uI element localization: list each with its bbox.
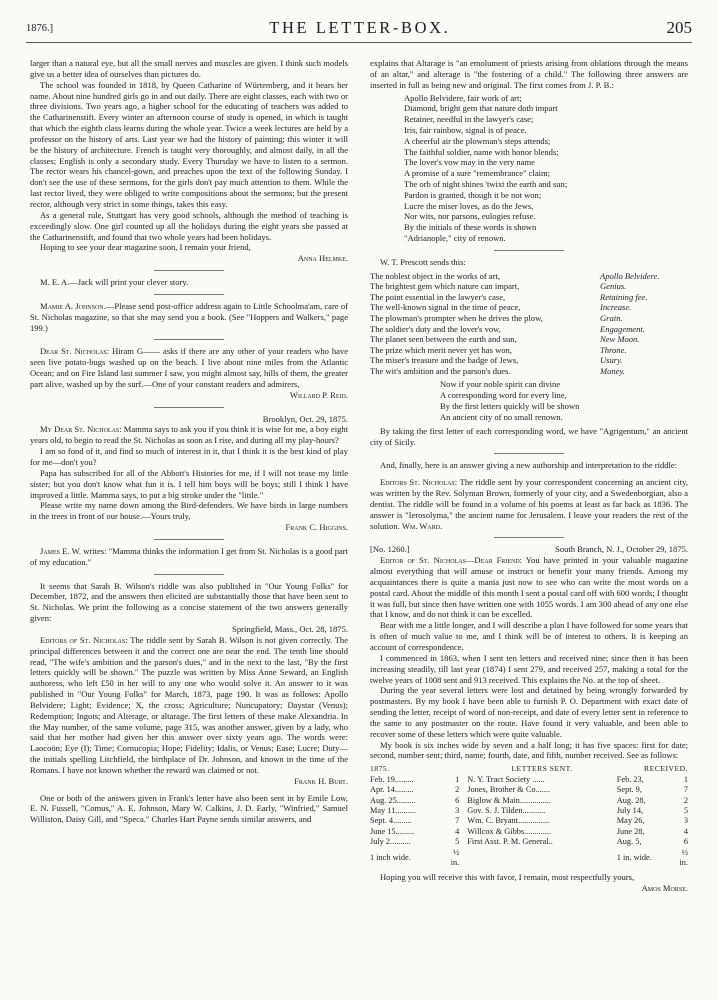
riddle-row (370, 334, 688, 345)
riddle-row (370, 302, 688, 313)
received-header: RECEIVED. (644, 764, 688, 774)
poem-line: "Adrianople," city of renown. (404, 232, 506, 243)
riddle-answer: New Moon. (600, 334, 640, 345)
paragraph: I commenced in 1863, when I sent ten letters and received nine; since then it has been increasing steadily, till last year (1874) I sent 279, and received 257, making a total for the twelve years of 1008 sent and 913 received. This explains the No. at the top of sheet. (370, 652, 688, 685)
dateline: South Branch, N. J., October 29, 1875. (555, 544, 688, 555)
divider (494, 250, 564, 251)
table-row (370, 775, 688, 785)
received-number: 4 (683, 826, 688, 836)
salutation: Editors St. Nicholas: (380, 477, 458, 488)
riddle-answer: Increase. (600, 302, 632, 313)
paragraph: My book is six inches wide by seven and a half long; it has five spaces: first for date; second, number sent; third, name; fourth, date, and fifth, number received. See as follows: (370, 739, 688, 761)
received-date: Aug. 28, (616, 795, 646, 805)
received-number: 3 (683, 816, 688, 826)
paragraph: As a general rule, Stuttgart has very good schools, although the method of teaching is exceedingly slow. One girl counted up all the holidays during the eight years she passed at the Catharinenstift, and found that two whole years had been holidays. (30, 209, 348, 242)
sent-number: 1 (455, 774, 460, 784)
letter-text: You have printed in your valuable magazine almost everything that will amuse or instruct or benefit your many friends. Among my acquaintances there is quite a mania just now to see who can write the most words on a postal card. About the middle of this month I sent a postal card off with 600 words; I thought it was full, but since then have written one with 1055 words. I am 300 ahead of any one else that I know, and do not think it can be excelled. (370, 555, 688, 620)
paragraph: It seems that Sarah B. Wilson's riddle was also published in "Our Young Folks" for December, 1872, and the answers then elicited are substantially those that have been sent to St. Nicholas. We print the following as a concise statement of the two answers generally given: (30, 580, 348, 624)
divider (154, 574, 224, 575)
right-column (370, 58, 688, 894)
sent-number: 3 (455, 805, 460, 815)
riddle-answer: Retaining fee. (600, 291, 648, 302)
received-date: Aug. 5, (616, 837, 642, 847)
received-date: Sept. 9, (616, 785, 642, 795)
paragraph: Hoping to see your dear magazine soon, I remain your friend, (40, 242, 251, 253)
letter-text: —Please send post-office address again to Little Schoolma'am, care of St. Nicholas magazine, so that she may send you a book. (See "Hoppers and Walkers," page 199.) (30, 300, 348, 333)
paragraph: larger than a natural eye, but all the small nerves and muscles are given. I think such models give us a better idea of ourselves than pictures do. (30, 58, 348, 79)
dateline: Brooklyn, Oct. 29, 1875. (262, 413, 348, 424)
letter-text: The riddle sent by your correspondent concerning an ancient city, was written by the Rev. Solyman Brown, formerly of your city, and a Swedenborgian, also a dentist. The riddle will be found in a volume of his poems at least as far back as 1836. The answer is "Ierosolyma," the ancient name for Jerusalem. I leave your readers the rest of the solution. (370, 477, 688, 531)
letter-text: The riddle sent by Sarah B. Wilson is not given correctly. The principal differences between it and the correct one are near the end. The tenth line should read, "The wife's ambition and the parson's dues," and in the next to the last, "By the first letters quickly will be shown." The puzzle was written by Miss Anne Seward, an English authoress, who left £50 in her will to any one who would solve it. An answer to it was published in "Our Young Folks" for March, 1873, page 190. It was as follows: Apollo Belvidere; Light; Evidence; X, the cross; Agriculture; Nuncupatory; Daystar (Venus); Redemption; Ingots; and Alterage, or altarage. The first letters of these make Alexandria. In the May number, of the same volume, page 315, was another answer, given by a lady, who said that her mother had given her this answer over sixty years ago. The words were: Laocoön; Eye (I); Time; Cornucopia; Hope; Fidelity; Idalis, or Venus; Ease; Lucre; Duty—the initials spelling Litchfield, the birthplace of Dr. Johnson, and known in the time of the Romans. I have not known whether the reward was claimed or not. (30, 634, 348, 775)
correspondent: Biglow & Main............... (467, 795, 551, 805)
poem-line: Now if your noble spirit can divine (440, 379, 561, 390)
poem-line: Pardon is granted, though it be not won; (404, 189, 542, 200)
poem-line: By the first letters quickly will be shown (440, 401, 580, 412)
letter-text: Hiram G—— asks if there are any other of your readers who have seen live potato-bugs washed up on the beach. I live about nine miles from the Atlantic Ocean; and on Fire Island last summer I saw, you might almost say, hills of them, the greater part alive, washed up by the surf.—One of your constant readers and admirers, (30, 346, 348, 389)
sent-number: 6 (455, 795, 460, 805)
riddle-answer: Genius. (600, 281, 627, 292)
correspondent: First Asst. P. M. General.. (467, 837, 553, 847)
riddle-line: The planet seen between the earth and sun, (370, 334, 517, 345)
divider (154, 270, 224, 271)
signature: Anna Helmke. (297, 253, 348, 264)
divider (154, 294, 224, 295)
paragraph: Hoping you will receive this with favor, I remain, most respectfully yours, (380, 872, 635, 883)
poem-line: By the initials of these words is shown (404, 222, 537, 233)
dateline: Springfield, Mass., Oct. 28, 1875. (232, 623, 348, 634)
riddle-row (370, 366, 688, 377)
paragraph: explains that Altarage is "an emolument of priests arising from oblations through the means of an altar," and alterage is "the fostering of a child." The following three answers are inserted in full as being new and original. The first comes from J. P. B.: (370, 58, 688, 90)
divider (154, 539, 224, 540)
paragraph: W. T. Prescott sends this: (380, 256, 466, 267)
year-header: 1875. (370, 764, 390, 774)
riddle-line: The soldier's duty and the lover's vow, (370, 323, 501, 334)
paragraph: By taking the first letter of each corresponding word, we have "Agrigentum," an ancient city of Sicily. (370, 425, 688, 447)
riddle-answer: Usury. (600, 355, 623, 366)
riddle-line: The prize which merit never yet has won, (370, 344, 512, 355)
poem-line: The faithful soldier, name with honor blends; (404, 146, 559, 157)
paragraph: I am so fond of it, and find so much of interest in it, that I think it is the best kind of play for me—don't you? (30, 446, 348, 467)
poem-line: Nor wits, nor parsons, eulogies refuse. (404, 211, 536, 222)
left-column (30, 58, 348, 825)
table-row (370, 785, 688, 795)
riddle-row (370, 324, 688, 335)
paragraph (30, 546, 348, 568)
correspondent: Jones, Brother & Co....... (467, 785, 551, 795)
paragraph (30, 346, 348, 389)
paragraph: One or both of the answers given in Frank's letter have also been sent in by Emile Low, E. N. Fussell, "Comus," A. E. Johnson, Mary W. Calkins, J. D. Early, "Winfried," Samuel Williston, Daisy Gill, and "Speca." Charles Hart Payne sends similar answers, and (30, 792, 348, 825)
riddle-answer-table (370, 271, 688, 377)
correspondent-name: Mamie A. Johnson. (40, 300, 106, 311)
letter-number: [No. 1260.] (370, 544, 410, 555)
riddle-row (370, 345, 688, 356)
paragraph (370, 477, 688, 531)
poem-line: Retainer, needful in the lawyer's case; (404, 114, 534, 125)
paragraph: Papa has subscribed for all of the Abbott's Histories for me, if I will not tease my little sister; but you don't know what fun it is. I tell him boys will be boys; still I think I have improved a little. Mamma says, to put a big stroke under the "little." (30, 467, 348, 500)
riddle-line: The wit's ambition and the parson's dues. (370, 365, 511, 376)
correspondent: Willcox & Gibbs............. (467, 826, 552, 836)
width-note: ½ in. (450, 847, 460, 867)
sent-number: 4 (455, 826, 460, 836)
paragraph (30, 301, 348, 334)
width-note: 1 inch wide. (370, 852, 411, 862)
poem-line: An ancient city of no small renown. (440, 411, 563, 422)
sent-header: LETTERS SENT. (511, 764, 573, 774)
salutation: Dear St. Nicholas: (40, 346, 110, 357)
sent-number: 7 (455, 816, 460, 826)
width-note: 1 in. wide. (616, 852, 652, 862)
riddle-line: The brightest gem which nature can impart, (370, 281, 520, 292)
letter-text: Mamma says to ask you if you think it is wise for me, a boy eight years old, to begin to read the St. Nicholas as soon as I rise, and during all my play-hours? (30, 424, 348, 446)
paragraph (370, 555, 688, 620)
poem-line: Diamond, bright gem that nature doth impart (404, 103, 558, 114)
sent-date: July 2.......... (370, 837, 411, 847)
paragraph: M. E. A.—Jack will print your clever story. (40, 277, 189, 288)
signature: Willard P. Reid. (289, 389, 348, 400)
riddle-line: The miser's treasure and the badge of Jews, (370, 355, 519, 366)
table-row (370, 827, 688, 837)
sent-date: Aug. 25......... (370, 795, 416, 805)
riddle-row (370, 355, 688, 366)
paragraph: Please write my name down among the Bird-defenders. We have birds in large numbers in the trees in front of our house.—Yours truly, (30, 500, 348, 522)
received-date: Feb. 23, (616, 774, 644, 784)
width-note: ½ in. (679, 847, 688, 867)
received-number: 5 (683, 805, 688, 815)
received-number: 7 (683, 785, 688, 795)
table-header-row (370, 764, 688, 774)
divider (154, 407, 224, 408)
riddle-row (370, 292, 688, 303)
salutation: My Dear St. Nicholas: (40, 424, 122, 435)
paragraph: And, finally, here is an answer giving a new authorship and interpretation to the riddle: (380, 460, 678, 471)
riddle-row (370, 313, 688, 324)
sent-date: Apr. 14......... (370, 785, 414, 795)
sent-number: 5 (455, 837, 460, 847)
poem-line: The orb of night shines 'twixt the earth and sun; (404, 178, 568, 189)
poem-adrianople (404, 93, 688, 244)
riddle-line: The noblest object in the works of art, (370, 270, 501, 281)
table-row (370, 837, 688, 847)
poem-line: The lover's vow may in the very name (404, 157, 535, 168)
correspondent: Wm. C. Bryant............... (467, 816, 550, 826)
signature: Frank C. Higgins. (285, 522, 348, 533)
page-header (26, 14, 692, 43)
riddle-line: The well-known signal in the time of peace, (370, 302, 521, 313)
poem-line: A cheerful air the plowman's steps attends; (404, 135, 551, 146)
paragraph: Bear with me a little longer, and I will describe a plan I have followed for some years that is often of much value to me, and I think will be of interest to others. It is keeping an account of correspondence. (370, 620, 688, 652)
received-number: 2 (683, 795, 688, 805)
poem-line: Iris, fair rainbow, signal is of peace. (404, 124, 527, 135)
divider (494, 537, 564, 538)
signature: Amos Morse. (641, 883, 688, 894)
letter-heading (370, 544, 688, 555)
correspondent: Gov. S. J. Tilden........... (467, 805, 546, 815)
riddle-answer: Apollo Belvidere. (600, 270, 660, 281)
riddle-line: The point essential in the lawyer's case, (370, 291, 506, 302)
letter-account-table (370, 764, 688, 868)
poem-line: A promise of a sure "remembrance" claim; (404, 168, 551, 179)
page-number: 205 (666, 18, 692, 37)
divider (154, 339, 224, 340)
received-date: June 28, (616, 826, 645, 836)
table-row (370, 806, 688, 816)
correspondent: N. Y. Tract Society ...... (467, 774, 545, 784)
received-date: May 26, (616, 816, 645, 826)
riddle-answer: Engagement. (600, 323, 645, 334)
sent-date: Sept. 4......... (370, 816, 412, 826)
paragraph (30, 635, 348, 776)
table-row (370, 796, 688, 806)
page-title: THE LETTER-BOX. (269, 18, 451, 37)
table-row (370, 816, 688, 826)
issue-year: 1876.] (26, 22, 54, 34)
table-footer-row (370, 848, 688, 869)
paragraph (30, 424, 348, 446)
riddle-answer: Money. (600, 365, 625, 376)
riddle-answer: Grain. (600, 312, 623, 323)
sent-date: June 15......... (370, 826, 415, 836)
sent-date: Feb. 19......... (370, 774, 414, 784)
salutation: Editors of St. Nicholas: (40, 634, 128, 645)
sent-number: 2 (455, 785, 460, 795)
divider (494, 453, 564, 454)
paragraph: The school was founded in 1818, by Queen Catharine of Würtemberg, and it bears her name. About nine hundred girls go in and out daily. There are eight classes, each with two or three divisions. Two years ago, a higher school for the educating of teachers was added to the Catharinenstift. Every winter an afternoon course of study is opened, in which is taught that which the eighth class learns during the whole year. Twice a week lectures are held by a professor on the history of arts. Last year we had the history of painting; this winter it will be the history of architecture. French is taught very thoroughly, and almost daily, in all the classes; English is only a secondary study. Every Thursday we have to listen to a sermon. The rector wears his chancel-gown, and preaches upon the text of the following Sunday. I don't see the use of these sermons, for the girls don't pay much attention to them. While the last rector lived, they were obliged to write compositions about the sermons; but the present rector, although very strict in some things, takes this easy. (30, 79, 348, 209)
letter-text: writes: "Mamma thinks the information I get from St. Nicholas is a good part of my education." (30, 545, 348, 567)
riddle-answer: Throne. (600, 344, 627, 355)
riddle-line: The plowman's prompter when he drives the plow, (370, 312, 543, 323)
riddle-row (370, 281, 688, 292)
poem-line: Lucre the miser loves, as do the Jews, (404, 200, 534, 211)
paragraph: During the year several letters were lost and detained by being wrongly forwarded by postmasters. By my book I have been able to furnish P. O. Department with exact date of sending the letter, receipt of word of non-receipt, and date of every letter sent in reference to the same to any postmaster on the route. Have found it very valuable, and been able to recover some of these letters which were quite valuable. (370, 685, 688, 739)
poem-closing-verse (440, 379, 688, 422)
received-date: July 14, (616, 805, 644, 815)
received-number: 1 (683, 774, 688, 784)
received-number: 6 (683, 837, 688, 847)
salutation: Editor of St. Nicholas—Dear Friend: (380, 555, 523, 566)
signature: Frank H. Burt. (294, 775, 348, 786)
poem-line: A corresponding word for every line, (440, 390, 567, 401)
correspondent-name: James E. W. (40, 545, 81, 556)
riddle-row (370, 271, 688, 282)
poem-line: Apollo Belvidere, fair work of art; (404, 92, 522, 103)
sent-date: May 11.......... (370, 805, 417, 815)
signature: Wm. Ward. (401, 520, 443, 531)
